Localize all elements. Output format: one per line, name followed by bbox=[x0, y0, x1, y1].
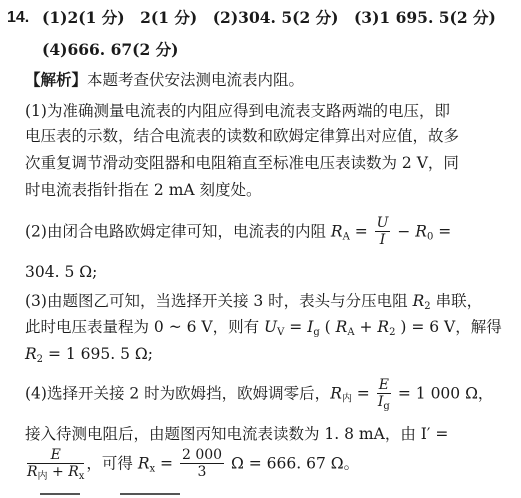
p1-line-4: 时电流表指针指在 2 mA 刻度处。 bbox=[25, 181, 262, 199]
var-R2: R bbox=[412, 292, 425, 310]
sub-g: g bbox=[313, 327, 320, 338]
sub-V: V bbox=[277, 327, 285, 338]
fraction-E-over-Ig bbox=[377, 377, 391, 410]
plus: + bbox=[47, 464, 69, 480]
var-U: U bbox=[264, 318, 278, 336]
sub-A: A bbox=[342, 231, 350, 243]
equals: = bbox=[351, 384, 375, 403]
equals: = bbox=[284, 318, 308, 336]
sub-2: 2 bbox=[36, 354, 44, 365]
paren-open: ( bbox=[319, 318, 336, 336]
p4-text-a: (4)选择开关接 2 时为欧姆挡，欧姆调零后， bbox=[25, 384, 331, 403]
sub-2: 2 bbox=[424, 301, 431, 312]
var-R-inner: R bbox=[27, 464, 38, 480]
p3-text-a: (3)由题图乙可知，当选择开关接 3 时，表头与分压电阻 bbox=[25, 292, 413, 310]
answers-text-2: (4)666. 67(2 分) bbox=[42, 40, 179, 59]
var-R2: R bbox=[25, 345, 37, 363]
p2-text: (2)由闭合电路欧姆定律可知，电流表的内阻 bbox=[25, 222, 331, 241]
p4-line-1 bbox=[25, 378, 521, 418]
numerator-2000: 2 000 bbox=[181, 447, 223, 463]
sub-0: 0 bbox=[426, 231, 434, 243]
sub-2: 2 bbox=[389, 327, 396, 338]
fraction-U-over-I bbox=[375, 215, 391, 248]
p3-line-1 bbox=[25, 291, 521, 311]
p3-result: = 1 695. 5 Ω; bbox=[43, 345, 153, 363]
equals: = bbox=[349, 222, 373, 241]
p2-result: 304. 5 Ω; bbox=[25, 263, 98, 281]
sub-g: g bbox=[383, 401, 390, 412]
analysis-tag: 【解析】 bbox=[25, 70, 88, 89]
cropped-stroke bbox=[120, 493, 180, 495]
p1-line-2: 电压表的示数，结合电流表的读数和欧姆定律算出对应值，故多 bbox=[25, 127, 460, 145]
fraction-E-over-sum bbox=[27, 447, 84, 480]
numerator-E: E bbox=[27, 447, 84, 464]
minus: − bbox=[392, 222, 416, 241]
analysis-intro: 本题考查伏安法测电流表内阻。 bbox=[87, 71, 305, 89]
p2-line-1 bbox=[25, 216, 521, 256]
plus: + bbox=[354, 318, 378, 336]
cropped-previous-line bbox=[0, 0, 496, 4]
equals: = bbox=[155, 454, 178, 473]
var-Ig: I bbox=[307, 318, 314, 336]
p3-text-c: 此时电压表量程为 0 ~ 6 V，则有 bbox=[25, 318, 265, 336]
var-R0: R bbox=[415, 222, 427, 241]
p1-line-1: (1)为准确测量电流表的内阻应得到电流表支路两端的电压，即 bbox=[25, 102, 450, 120]
sub-inner: 内 bbox=[37, 471, 48, 482]
denominator-I: I bbox=[377, 394, 384, 410]
var-RA: R bbox=[335, 318, 348, 336]
var-R-inner: R bbox=[330, 384, 342, 403]
question-number: 14. bbox=[7, 9, 30, 26]
cropped-text bbox=[30, 0, 124, 7]
numerator-E: E bbox=[378, 377, 389, 393]
p1-line-3: 次重复调节滑动变阻器和电阻箱直至标准电压表读数为 2 V，同 bbox=[25, 154, 459, 172]
denominator-I: I bbox=[379, 232, 386, 248]
fraction-2000-over-3 bbox=[180, 447, 224, 480]
sub-x: x bbox=[149, 463, 156, 475]
var-R2: R bbox=[377, 318, 390, 336]
sub-inner: 内 bbox=[341, 393, 352, 405]
cropped-stroke bbox=[40, 493, 80, 495]
var-R: R bbox=[330, 222, 343, 241]
answers-text-1: (1)2(1 分) 2(1 分) (2)304. 5(2 分) (3)1 695. 5(2 分) bbox=[42, 8, 496, 27]
p3-text-d: ) = 6 V，解得 bbox=[395, 318, 502, 336]
denominator-3: 3 bbox=[197, 464, 207, 480]
p3-line-2 bbox=[25, 317, 521, 337]
p4-text-b: = 1 000 Ω， bbox=[392, 384, 494, 403]
p4-result: Ω = 666. 67 Ω。 bbox=[226, 454, 360, 473]
sub-x: x bbox=[78, 471, 85, 482]
p3-line-3 bbox=[25, 344, 521, 364]
p4-line-3 bbox=[25, 448, 521, 488]
var-Rx: R bbox=[137, 454, 150, 473]
sub-A: A bbox=[347, 327, 355, 338]
equals-2: = bbox=[433, 222, 452, 241]
numerator-U: U bbox=[376, 215, 389, 231]
p4-text-c: ，可得 bbox=[86, 454, 138, 473]
p4-line-2: 接入待测电阻后，由题图丙知电流表读数为 1. 8 mA，由 I′ = bbox=[25, 425, 449, 443]
cropped-next-line bbox=[0, 493, 496, 498]
p3-text-b: 串联， bbox=[430, 292, 483, 310]
var-Rx: R bbox=[68, 464, 79, 480]
